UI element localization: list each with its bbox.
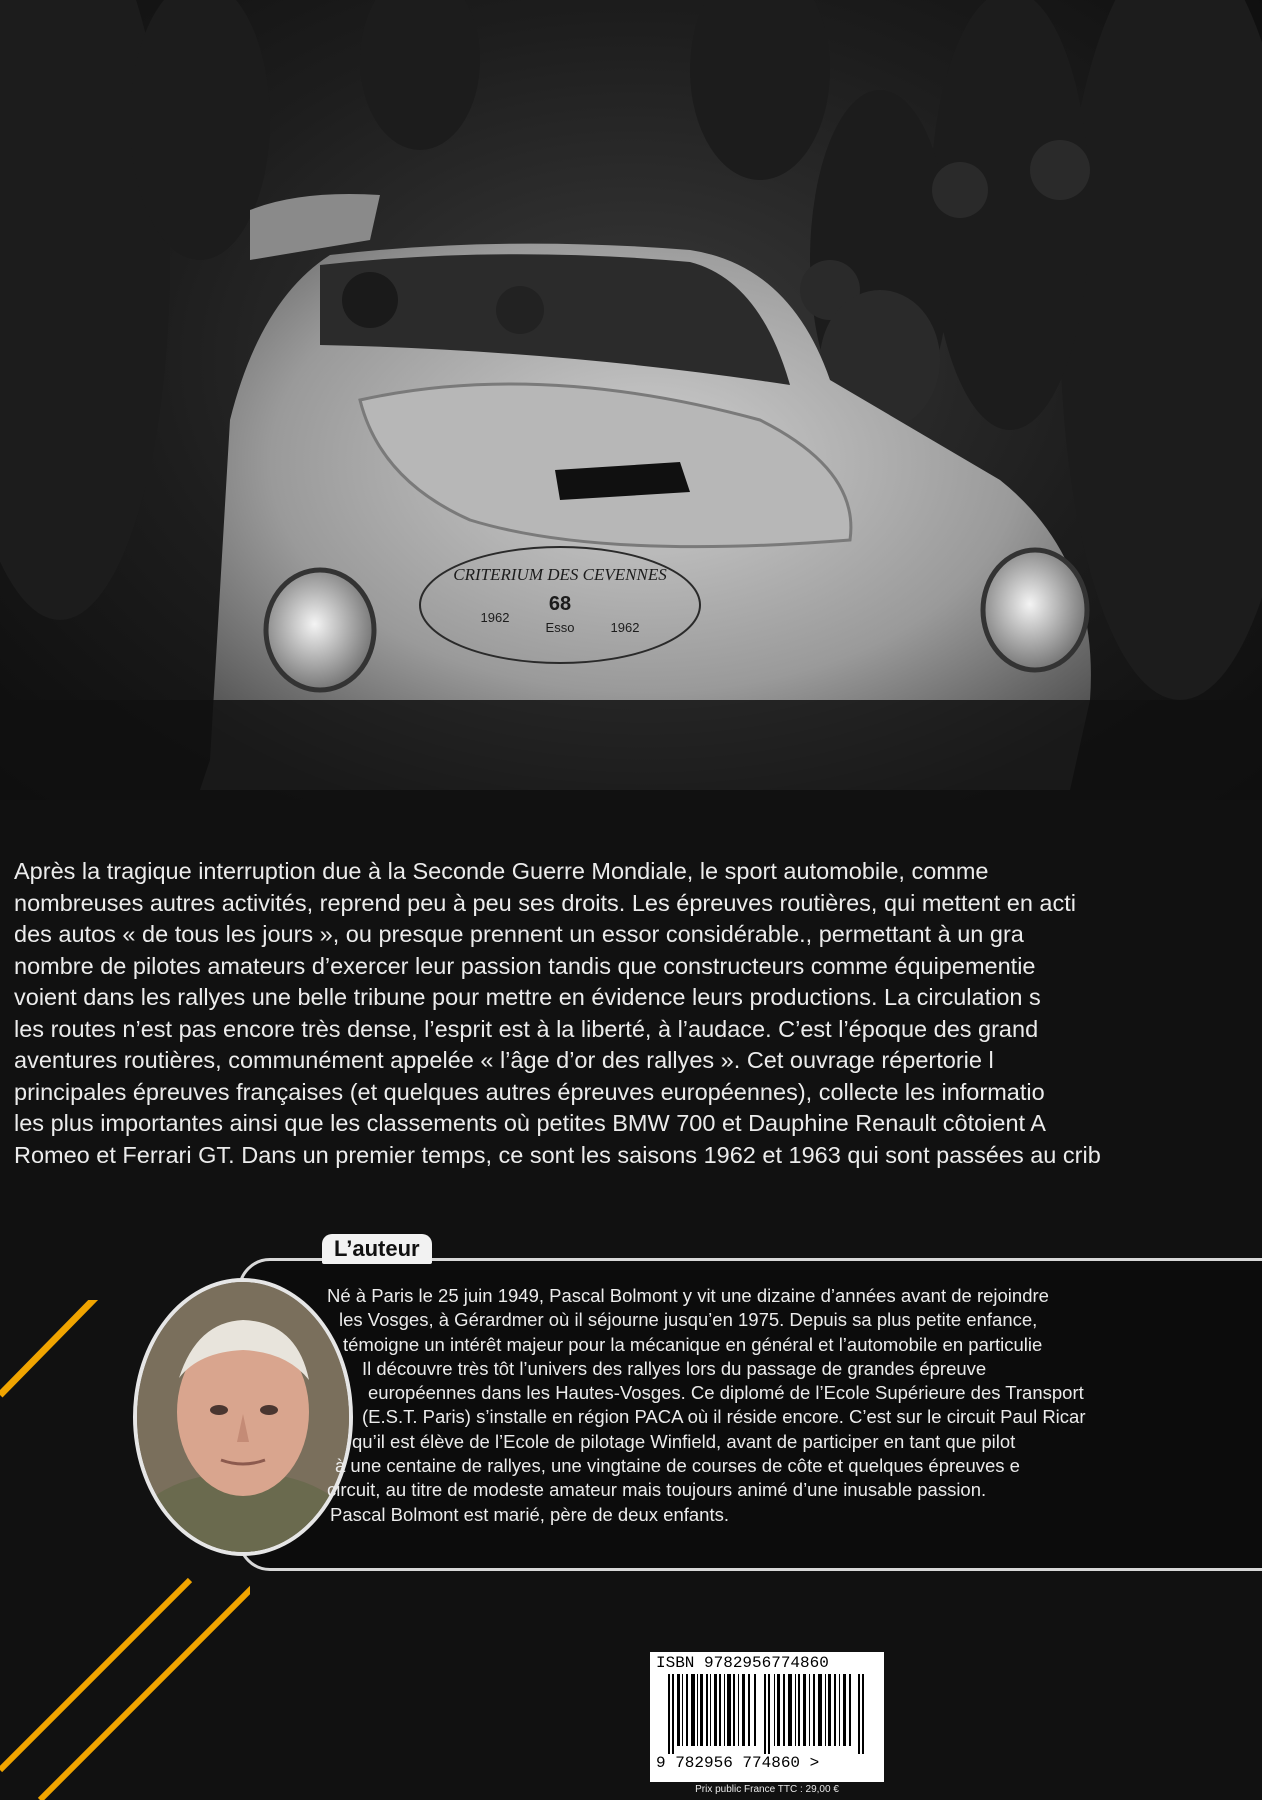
bio-line: Né à Paris le 25 juin 1949, Pascal Bolmont y vit une dizaine d’années avant de rejoindre xyxy=(327,1285,1049,1306)
bio-line: les Vosges, à Gérardmer où il séjourne jusqu’en 1975. Depuis sa plus petite enfance, xyxy=(339,1309,1038,1331)
plate-year-right: 1962 xyxy=(610,620,640,635)
isbn-label: ISBN 9782956774860 xyxy=(656,1654,829,1672)
cover-photo xyxy=(0,0,1262,800)
bio-line: Pascal Bolmont est marié, père de deux enfants. xyxy=(330,1503,729,1525)
blurb-line: les plus importantes ainsi que les classements où petites BMW 700 et Dauphine Renault côtoient A xyxy=(14,1110,1046,1136)
blurb-line: aventures routières, communément appelée « l’âge d’or des rallyes ». Cet ouvrage répertorie l xyxy=(14,1047,994,1073)
blurb-line: voient dans les rallyes une belle tribune pour mettre en évidence leurs productions. La circulation s xyxy=(14,984,1041,1010)
isbn-digits: 9 782956 774860 > xyxy=(656,1754,820,1772)
plate-title: CRITERIUM DES CEVENNES xyxy=(453,565,667,584)
blurb-line: nombreuses autres activités, reprend peu à peu ses droits. Les épreuves routières, qui mettent en acti xyxy=(14,889,1076,916)
blurb-line: les routes n’est pas encore très dense, l’esprit est à la liberté, à l’audace. C’est l’époque des grand xyxy=(14,1015,1039,1042)
blurb-line: Romeo et Ferrari GT. Dans un premier temps, ce sont les saisons 1962 et 1963 qui sont passées au crib xyxy=(14,1141,1101,1168)
plate-number: 68 xyxy=(548,593,572,615)
plate-year-left: 1962 xyxy=(480,610,510,625)
blurb-line: Après la tragique interruption due à la Seconde Guerre Mondiale, le sport automobile, comme xyxy=(14,858,989,884)
bio-line: européennes dans les Hautes-Vosges. Ce diplomé de l’Ecole Supérieure des Transport xyxy=(368,1382,1084,1404)
price-label: Prix public France TTC : 29,00 € xyxy=(695,1784,839,1795)
bio-line: circuit, au titre de modeste amateur mais toujours animé d’une inusable passion. xyxy=(327,1479,987,1501)
car-illustration xyxy=(0,0,1262,800)
bio-line: Il découvre très tôt l’univers des rallyes lors du passage de grandes épreuve xyxy=(362,1357,987,1379)
bio-line: témoigne un intérêt majeur pour la mécanique en général et l’automobile en particulie xyxy=(343,1333,1043,1355)
bio-line: à une centaine de rallyes, une vingtaine de courses de côte et quelques épreuves e xyxy=(335,1455,1020,1477)
blurb-line: nombre de pilotes amateurs d’exercer leur passion tandis que constructeurs comme équipementie xyxy=(14,952,1036,979)
author-heading: L’auteur xyxy=(322,1234,432,1264)
barcode-bars xyxy=(668,1674,868,1754)
blurb-line: principales épreuves françaises (et quelques autres épreuves européennes), collecte les informatio xyxy=(14,1078,1045,1105)
portrait-image xyxy=(137,1282,349,1552)
isbn-barcode xyxy=(650,1652,884,1782)
plate-badge: Esso xyxy=(545,620,575,635)
bio-line: qu’il est élève de l’Ecole de pilotage Winfield, avant de participer en tant que pilot xyxy=(352,1430,1016,1452)
author-portrait xyxy=(133,1278,353,1556)
back-cover-blurb xyxy=(14,856,1262,1171)
blurb-line: des autos « de tous les jours », ou presque prennent un essor considérable., permettant à un gra xyxy=(14,921,1024,947)
bio-line: (E.S.T. Paris) s’installe en région PACA où il réside encore. C’est sur le circuit Paul Ricar xyxy=(362,1406,1086,1428)
author-bio xyxy=(327,1284,1262,1527)
